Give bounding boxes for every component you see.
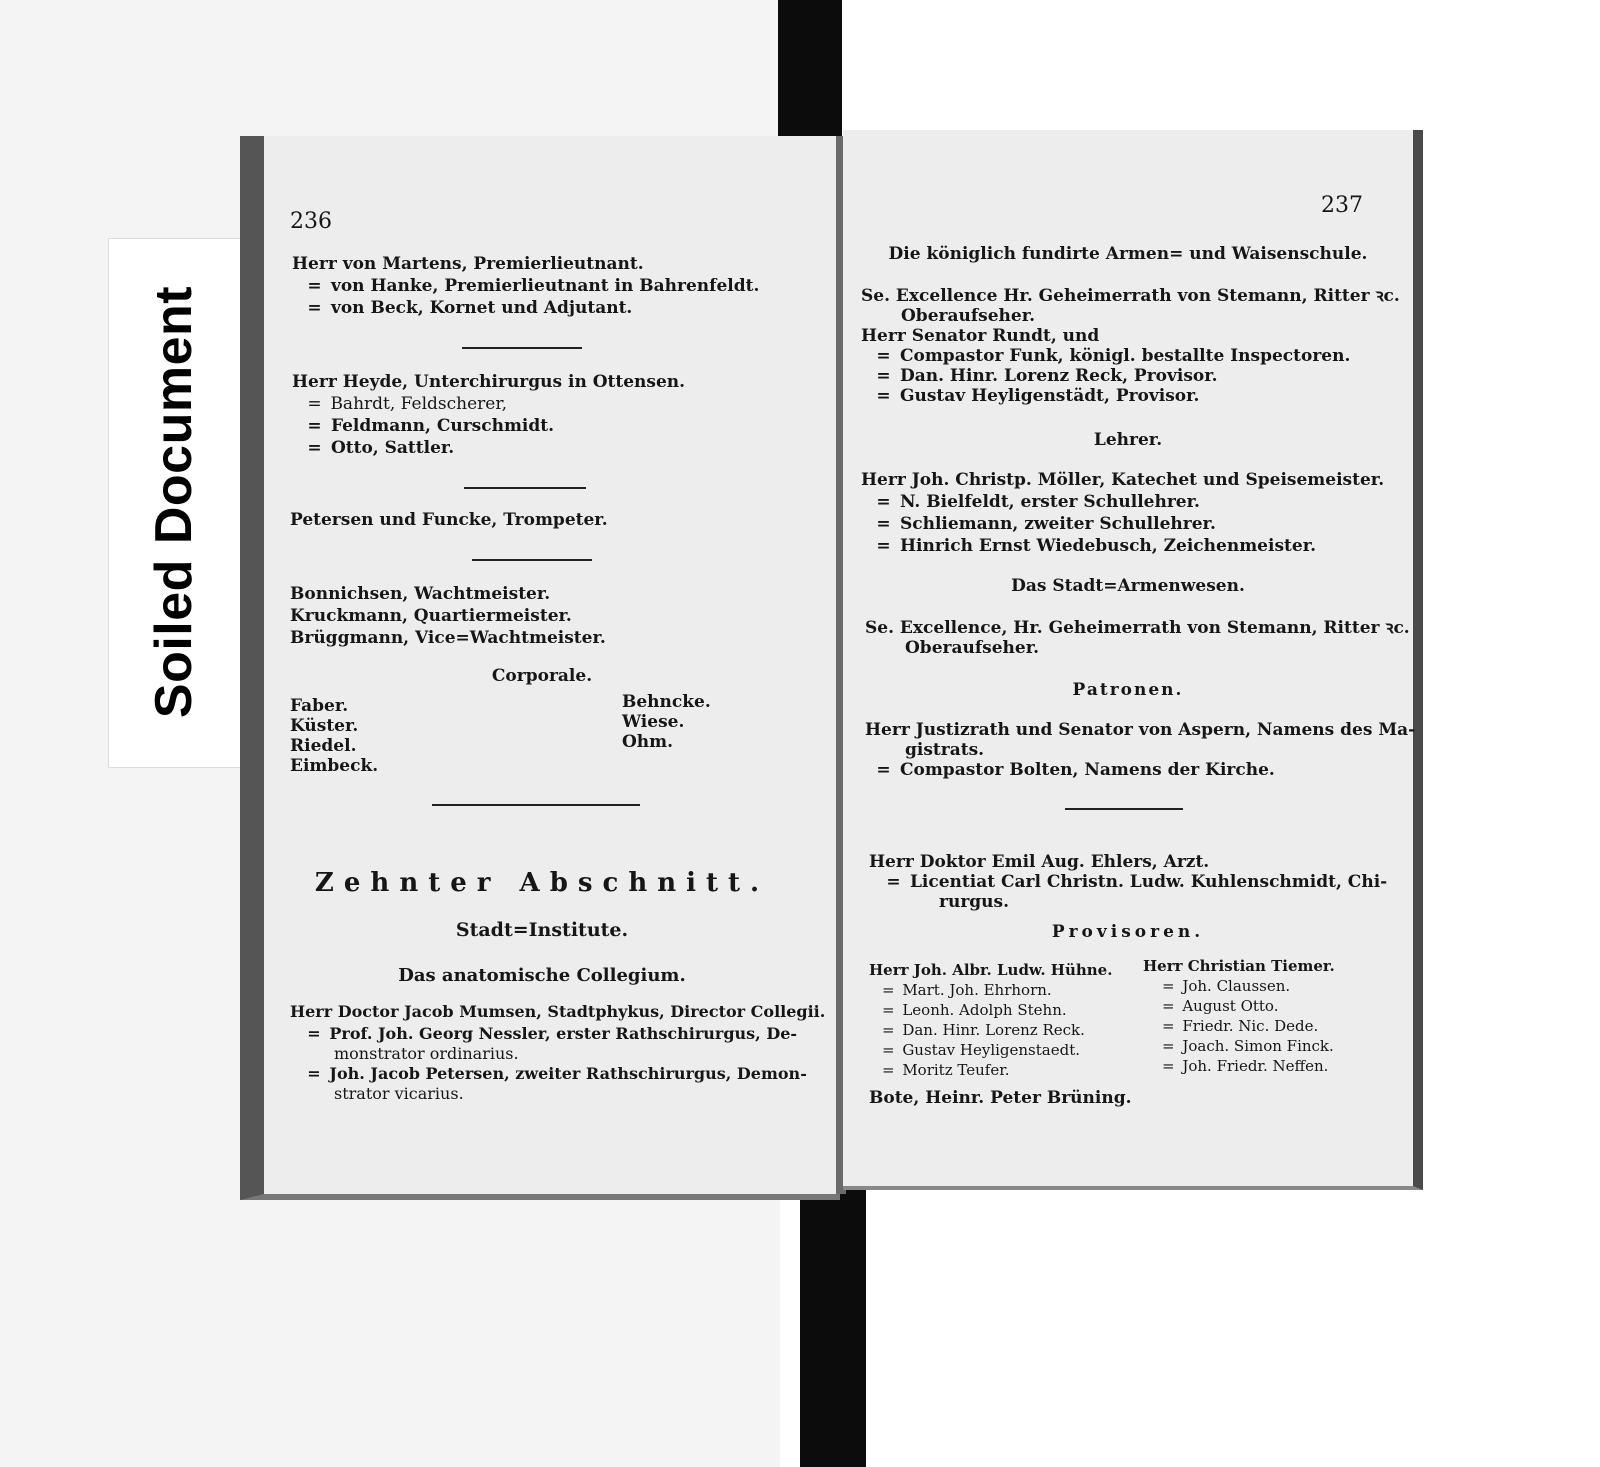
text-line: = Compastor Bolten, Namens der Kirche. xyxy=(873,760,1275,780)
text-line: Küster. xyxy=(290,716,359,736)
page-number: 236 xyxy=(290,209,332,234)
right-page xyxy=(843,130,1423,1190)
separator-rule xyxy=(472,559,592,561)
text-line: Herr Christian Tiemer. xyxy=(1143,957,1335,975)
text-line: Bonnichsen, Wachtmeister. xyxy=(290,584,551,604)
text-line: = von Beck, Kornet und Adjutant. xyxy=(304,298,633,318)
text-line: = Prof. Joh. Georg Nessler, erster Rathschirurgus, De- xyxy=(304,1024,798,1043)
spine-band-top xyxy=(778,0,842,142)
text-line: = Dan. Hinr. Lorenz Reck. xyxy=(879,1021,1085,1039)
text-line: = Hinrich Ernst Wiedebusch, Zeichenmeister. xyxy=(873,536,1317,556)
text-line: Oberaufseher. xyxy=(905,638,1040,658)
text-line: Herr von Martens, Premierlieutnant. xyxy=(292,254,644,274)
text-line: Herr Joh. Christp. Möller, Katechet und Speisemeister. xyxy=(861,470,1385,490)
separator-rule xyxy=(432,804,640,806)
text-line: = Feldmann, Curschmidt. xyxy=(304,416,555,436)
text-line: Herr Heyde, Unterchirurgus in Ottensen. xyxy=(292,372,686,392)
text-line: = Gustav Heyligenstaedt. xyxy=(879,1041,1080,1059)
text-line: monstrator ordinarius. xyxy=(334,1044,519,1063)
text-line: = August Otto. xyxy=(1159,997,1279,1015)
text-line: = Joh. Jacob Petersen, zweiter Rathschirurgus, Demon- xyxy=(304,1064,807,1083)
page-number: 237 xyxy=(1321,193,1363,218)
text-line: Wiese. xyxy=(622,712,685,732)
separator-rule xyxy=(462,347,582,349)
text-line: Oberaufseher. xyxy=(901,306,1036,326)
text-line: = Moritz Teufer. xyxy=(879,1061,1010,1079)
section-heading: Patronen. xyxy=(1072,680,1184,700)
text-line: Kruckmann, Quartiermeister. xyxy=(290,606,572,626)
text-line: = Leonh. Adolph Stehn. xyxy=(879,1001,1067,1019)
text-line: Ohm. xyxy=(622,732,674,752)
text-line: = Friedr. Nic. Dede. xyxy=(1159,1017,1319,1035)
text-line: Se. Excellence Hr. Geheimerrath von Stemann, Ritter ꝛc. xyxy=(861,286,1400,306)
section-heading: Das Stadt=Armenwesen. xyxy=(1011,576,1245,596)
text-line: rurgus. xyxy=(939,892,1010,912)
section-heading: Die königlich fundirte Armen= und Waisenschule. xyxy=(888,244,1368,264)
text-line: = Joh. Claussen. xyxy=(1159,977,1291,995)
text-line: Herr Joh. Albr. Ludw. Hühne. xyxy=(869,961,1113,979)
spine-band-bottom xyxy=(800,1190,866,1467)
text-line: Brüggmann, Vice=Wachtmeister. xyxy=(290,628,606,648)
section-heading: Corporale. xyxy=(491,666,593,686)
text-line: = Schliemann, zweiter Schullehrer. xyxy=(873,514,1216,534)
text-line: = Mart. Joh. Ehrhorn. xyxy=(879,981,1052,999)
text-line: Eimbeck. xyxy=(290,756,379,776)
left-page xyxy=(240,136,840,1200)
section-title: Zehnter Abschnitt. xyxy=(314,868,770,898)
text-line: Herr Senator Rundt, und xyxy=(861,326,1100,346)
separator-rule xyxy=(464,487,586,489)
text-line: strator vicarius. xyxy=(334,1084,464,1103)
section-heading: Lehrer. xyxy=(1093,430,1163,450)
text-line: = Joach. Simon Finck. xyxy=(1159,1037,1334,1055)
section-heading: Das anatomische Collegium. xyxy=(398,965,686,986)
soiled-document-label: Soiled Document xyxy=(145,285,203,719)
text-line: Se. Excellence, Hr. Geheimerrath von Stemann, Ritter ꝛc. xyxy=(865,618,1410,638)
section-subtitle: Stadt=Institute. xyxy=(455,919,629,941)
text-line: Riedel. xyxy=(290,736,357,756)
text-line: = Compastor Funk, königl. bestallte Inspectoren. xyxy=(873,346,1351,366)
text-line: = Gustav Heyligenstädt, Provisor. xyxy=(873,386,1200,406)
text-line: = Joh. Friedr. Neffen. xyxy=(1159,1057,1329,1075)
section-heading: Provisoren. xyxy=(1051,922,1205,942)
text-line: Petersen und Funcke, Trompeter. xyxy=(290,510,608,530)
separator-rule xyxy=(1065,808,1183,810)
text-line: gistrats. xyxy=(905,740,985,760)
text-line: = N. Bielfeldt, erster Schullehrer. xyxy=(873,492,1200,512)
text-line: Behncke. xyxy=(622,692,711,712)
text-line: Herr Justizrath und Senator von Aspern, Namens des Ma- xyxy=(865,720,1416,740)
text-line: = Otto, Sattler. xyxy=(304,438,455,458)
text-line: = Bahrdt, Feldscherer, xyxy=(304,394,508,414)
text-line: = von Hanke, Premierlieutnant in Bahrenfeldt. xyxy=(304,276,760,296)
text-line: = Dan. Hinr. Lorenz Reck, Provisor. xyxy=(873,366,1218,386)
text-line: Bote, Heinr. Peter Brüning. xyxy=(869,1088,1132,1108)
text-line: Herr Doktor Emil Aug. Ehlers, Arzt. xyxy=(869,852,1210,872)
text-line: Herr Doctor Jacob Mumsen, Stadtphykus, Director Collegii. xyxy=(290,1002,826,1021)
text-line: Faber. xyxy=(290,696,349,716)
text-line: = Licentiat Carl Christn. Ludw. Kuhlenschmidt, Chi- xyxy=(883,872,1388,892)
